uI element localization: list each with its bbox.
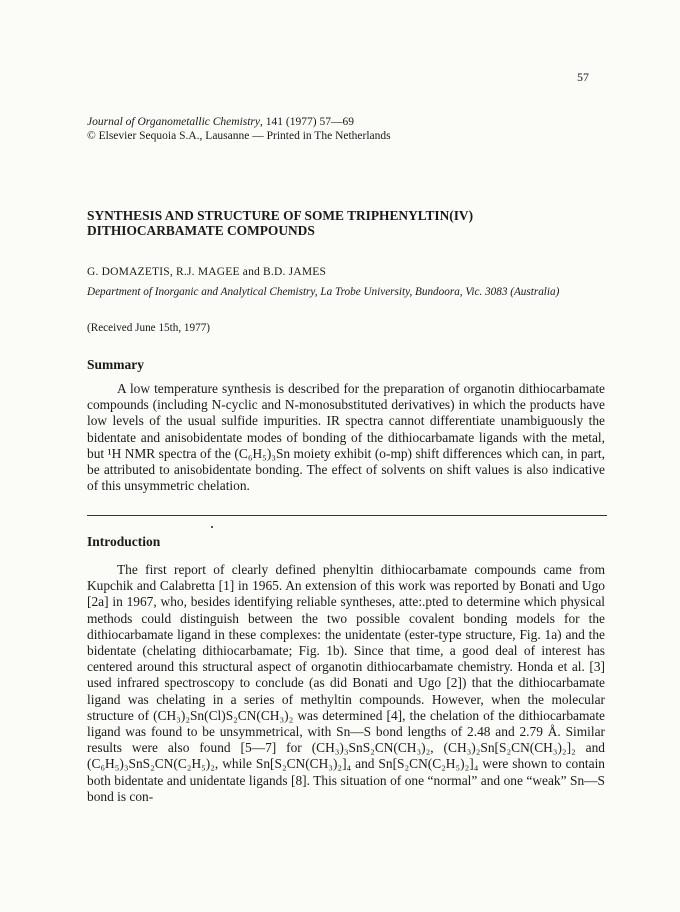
summary-paragraph xyxy=(87,381,605,494)
affiliation: Department of Inorganic and Analytical Chemistry, La Trobe University, Bundoora, Vic. 3083 (Australia) xyxy=(87,286,560,298)
scan-speck xyxy=(211,526,213,528)
introduction-paragraph xyxy=(87,562,605,805)
journal-name: Journal of Organometallic Chemistry xyxy=(87,116,261,128)
received-date: (Received June 15th, 1977) xyxy=(87,322,211,334)
article-title xyxy=(87,208,607,238)
journal-volume: , 141 (1977) 57—69 xyxy=(260,116,354,128)
journal-citation-line xyxy=(87,115,607,129)
summary-heading: Summary xyxy=(87,357,144,372)
title-line-1: SYNTHESIS AND STRUCTURE OF SOME TRIPHENYLTIN(IV) xyxy=(87,208,474,223)
introduction-text: The first report of clearly defined phenyltin dithiocarbamate compounds came from Kupchik and Calabretta [1] in 1965. An extension of this work was reported by Bonati and Ugo [2a] in 1967, who, besides identifying reliable syntheses, atte:.pted to determine which physical methods could distinguish between the two possible covalent bonding models for the dithiocarbamate ligand in these complexes: the unidentate (ester-type structure, Fig. 1a) and the bidentate (chelating dithiocarbamate; Fig. 1b). Since that time, a good deal of interest has centered around this structural aspect of organotin dithiocarbamate chemistry. Honda et al. [3] used infrared spectroscopy to conclude (as did Bonati and Ugo [2]) that the dithiocarbamate ligand was chelating in a series of methyltin compounds. However, when the molecular structure of (CH₃)₂Sn(Cl)S₂CN(CH₃)₂ was determined [4], the chelation of the dithiocarbamate ligand was found to be unsymmetrical, with Sn—S bond lengths of 2.48 and 2.79 Å. Similar results were also found [5—7] for (CH₃)₃SnS₂CN(CH₃)₂, (CH₃)₂Sn[S₂CN(CH₃)₂]₂ and (C₆H₅)₃SnS₂CN(C₂H₅)₂, while Sn[S₂CN(CH₃)₂]₄ and Sn[S₂CN(C₂H₅)₂]₄ were shown to contain both bidentate and unidentate ligands [8]. This situation of one “normal” and one “weak” Sn—S bond is con- xyxy=(87,562,605,804)
page-number: 57 xyxy=(577,70,589,84)
summary-text: A low temperature synthesis is described for the preparation of organotin dithiocarbamate compounds (including N-cyclic and N-monosubstituted derivatives) in which the products have low levels of the usual sulfide impurities. IR spectra cannot differentiate unambiguously the bidentate and anisobidentate modes of bonding of the dithiocarbamate ligands with the metal, but ¹H NMR spectra of the (C₆H₅)₃Sn moiety exhibit (o-mp) shift differences which can, in part, be attributed to anisobidentate bonding. The effect of solvents on shift values is also indicative of this unsymmetric chelation. xyxy=(87,381,605,494)
introduction-heading: Introduction xyxy=(87,534,161,549)
publisher-line: © Elsevier Sequoia S.A., Lausanne — Printed in The Netherlands xyxy=(87,130,391,142)
journal-header xyxy=(87,115,607,143)
author-list: G. DOMAZETIS, R.J. MAGEE and B.D. JAMES xyxy=(87,266,327,278)
section-divider xyxy=(87,515,607,516)
title-line-2: DITHIOCARBAMATE COMPOUNDS xyxy=(87,223,315,238)
